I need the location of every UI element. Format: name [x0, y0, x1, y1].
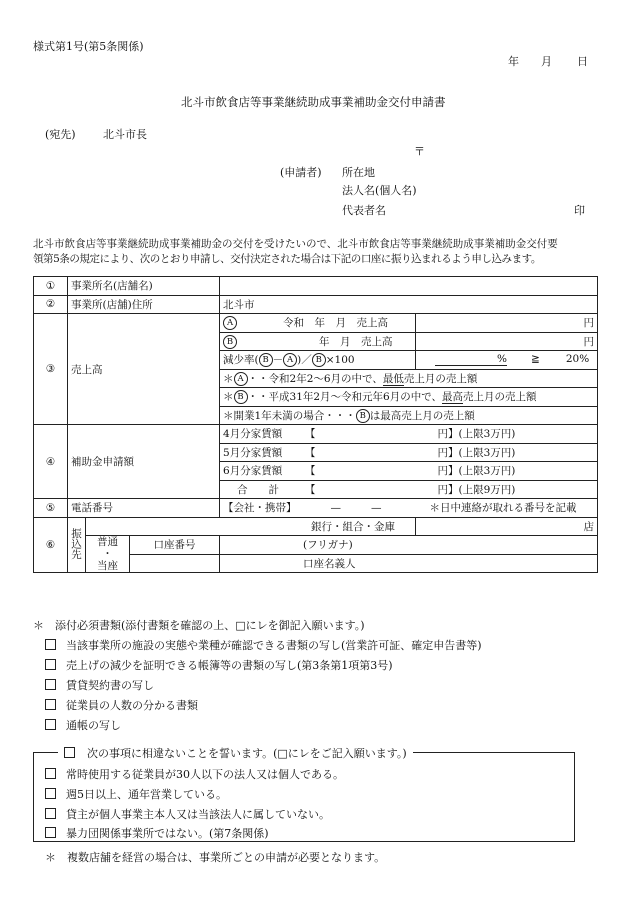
account-type-current: 当座	[97, 560, 118, 572]
attachment-item-3	[45, 677, 154, 693]
pledge-item-1	[45, 766, 344, 782]
threshold-value: 20%	[565, 353, 590, 366]
checkbox[interactable]	[45, 808, 56, 819]
note-b	[220, 388, 598, 407]
checkbox[interactable]	[45, 659, 56, 670]
dash-2: —	[371, 502, 382, 515]
bracket-open: 【	[305, 428, 316, 441]
row-sales-a	[34, 314, 598, 333]
rent-total-field[interactable]	[220, 480, 598, 499]
note-a	[220, 369, 598, 388]
gte-sign: ≧	[531, 353, 540, 366]
sales-a-text: 令和 年 月 売上高	[283, 317, 389, 330]
pledge-text: 週5日以上、通年営業している。	[66, 788, 227, 801]
rent-april-label: 4月分家賃額	[223, 428, 283, 441]
rent-april-field[interactable]	[220, 425, 598, 444]
account-type-ordinary: 普通	[97, 536, 118, 548]
pledge-heading-text: 次の事項に相違ないことを誓います。(□にレをご記入願います。)	[87, 747, 407, 760]
attachment-item-4	[45, 697, 198, 713]
branch-field[interactable]	[416, 517, 598, 536]
rent-total-label: 合 計	[237, 483, 280, 496]
note-c-tail: は最高売上月の売上額	[369, 409, 475, 422]
checkbox[interactable]	[45, 788, 56, 799]
attachments-heading: ＊ 添付必須書類(添付書類を確認の上、□にレを御記入願います。)	[33, 619, 365, 632]
row-1-label: 事業所名(店舗名)	[68, 277, 220, 296]
note-c-text: ＊開業1年未満の場合・・・	[223, 409, 356, 422]
pledge-text: 常時使用する従業員が30人以下の法人又は個人である。	[66, 768, 344, 781]
row-5-number: ⑤	[34, 499, 68, 518]
account-holder-field[interactable]	[220, 554, 598, 573]
pledge-text: 貸主が個人事業主本人又は当該法人に属していない。	[66, 808, 330, 821]
attachment-item-5	[45, 717, 121, 733]
pledge-text: 暴力団関係事業所ではない。(第7条関係)	[66, 827, 269, 840]
business-name-field[interactable]	[220, 277, 598, 296]
reduction-formula	[220, 351, 416, 370]
checkbox[interactable]	[45, 679, 56, 690]
account-number-label: 口座番号	[130, 536, 220, 555]
circle-a-icon: A	[234, 372, 248, 386]
circle-b-icon: B	[234, 390, 248, 404]
addressee-label: (宛先)	[45, 128, 76, 141]
checkbox[interactable]	[45, 639, 56, 650]
pledge-heading	[58, 745, 413, 761]
phone-field[interactable]	[220, 499, 598, 518]
attachment-item-2	[45, 657, 393, 673]
branch-suffix: 店	[583, 520, 595, 533]
sales-a-field[interactable]	[416, 314, 598, 333]
row-bank	[34, 517, 598, 536]
checkbox[interactable]	[45, 719, 56, 730]
attachment-text: 通帳の写し	[66, 719, 121, 732]
row-3-number: ③	[34, 314, 68, 425]
row-4-number: ④	[34, 425, 68, 499]
rent-april-cap: 円】(上限3万円)	[437, 428, 516, 441]
row-phone	[34, 499, 598, 518]
checkbox[interactable]	[45, 768, 56, 779]
pledge-item-3	[45, 806, 330, 822]
footnote: ＊ 複数店舗を経営の場合は、事業所ごとの申請が必要となります。	[45, 851, 386, 864]
date-month: 月	[541, 55, 552, 68]
row-5-label: 電話番号	[68, 499, 220, 518]
asterisk: ＊	[223, 391, 234, 404]
city-prefix: 北斗市	[223, 298, 255, 311]
row-rent-april	[34, 425, 598, 444]
rent-may-label: 5月分家賃額	[223, 446, 283, 459]
furigana-label: (フリガナ)	[303, 539, 353, 552]
checkbox[interactable]	[64, 747, 75, 758]
row-business-address	[34, 295, 598, 314]
checkbox[interactable]	[45, 827, 56, 838]
phone-note: ＊日中連絡が取れる番号を記載	[429, 502, 577, 515]
furigana-field[interactable]	[220, 536, 598, 555]
attachment-item-1	[45, 637, 482, 653]
attachment-text: 当該事業所の施設の実態や業種が確認できる書類の写し(営業許可証、確定申告書等)	[66, 639, 482, 652]
bracket-open: 【	[305, 483, 316, 496]
application-table	[33, 276, 598, 573]
circle-b-icon: B	[356, 409, 370, 423]
applicant-address: 所在地	[342, 166, 375, 179]
rent-june-cap: 円】(上限3万円)	[437, 465, 516, 478]
pledge-item-2	[45, 786, 227, 802]
applicant-corp-name: 法人名(個人名)	[342, 184, 417, 197]
note-a-emphasis: 最低	[382, 372, 404, 385]
note-c	[220, 406, 598, 425]
date-day: 日	[577, 55, 588, 68]
account-holder-label: 口座名義人	[303, 557, 356, 570]
row-account	[34, 536, 598, 555]
circle-a-icon: A	[283, 353, 297, 367]
yen-unit: 円	[583, 335, 595, 348]
sales-b-label	[220, 332, 416, 351]
divide-sign: )／	[297, 354, 312, 367]
transfer-label	[68, 517, 86, 573]
bracket-open: 【	[305, 446, 316, 459]
yen-unit: 円	[583, 317, 595, 330]
reduction-label: 減少率(	[223, 354, 259, 367]
circle-b-icon: B	[259, 353, 273, 367]
form-number: 様式第1号(第5条関係)	[33, 40, 144, 53]
date-year: 年	[508, 55, 519, 68]
account-type	[86, 536, 130, 573]
attachment-text: 従業員の人数の分かる書類	[66, 699, 198, 712]
bracket-open: 【	[305, 465, 316, 478]
rent-total-cap: 円】(上限9万円)	[437, 483, 516, 496]
note-a-tail: 売上月の売上額	[403, 372, 478, 385]
dash-1: —	[330, 502, 342, 515]
intro-line-1: 北斗市飲食店等事業継続助成事業補助金の交付を受けたいので、北斗市飲食店等事業継続助成事業補助金交付要	[33, 238, 558, 250]
sales-b-field[interactable]	[416, 332, 598, 351]
note-b-emphasis: 最高	[442, 391, 464, 404]
page-title: 北斗市飲食店等事業継続助成事業補助金交付申請書	[181, 95, 446, 109]
seal-mark: 印	[574, 204, 585, 217]
checkbox[interactable]	[45, 699, 56, 710]
minus-sign: －	[272, 354, 284, 367]
circle-b-icon: B	[223, 335, 237, 349]
account-number-field[interactable]	[130, 554, 220, 573]
applicant-label: (申請者)	[280, 166, 322, 179]
circle-a-icon: A	[223, 316, 237, 330]
row-1-number: ①	[34, 277, 68, 296]
rent-june-label: 6月分家賃額	[223, 465, 283, 478]
sales-a-label	[220, 314, 416, 333]
row-6-number: ⑥	[34, 517, 68, 573]
account-type-dot: ・	[102, 548, 113, 560]
intro-line-2: 領第5条の規定により、次のとおり申請し、交付決定された場合は下記の口座に振り込まれるよう申し込みます。	[33, 253, 541, 265]
times-100: ×100	[325, 354, 355, 367]
note-a-text: ・・令和2年2～6月の中で、	[247, 372, 383, 385]
transfer-label-text: 振込先	[70, 527, 82, 559]
rent-may-field[interactable]	[220, 443, 598, 462]
phone-type: 【会社・携帯】	[223, 502, 297, 515]
sales-b-text: 年 月 売上高	[319, 335, 393, 348]
reduction-rate-field[interactable]	[416, 351, 598, 370]
note-b-tail: 売上月の売上額	[463, 391, 537, 404]
row-4-label: 補助金申請額	[68, 425, 220, 499]
row-business-name	[34, 277, 598, 296]
asterisk: ＊	[223, 372, 234, 385]
rent-may-cap: 円】(上限3万円)	[437, 446, 516, 459]
row-2-label: 事業所(店舗)住所	[68, 295, 220, 314]
bank-name-field[interactable]	[86, 517, 416, 536]
row-2-number: ②	[34, 295, 68, 314]
attachment-text: 賃貸契約書の写し	[66, 679, 154, 692]
percent-unit: %	[435, 353, 507, 366]
applicant-representative: 代表者名	[342, 204, 386, 217]
business-address-field[interactable]	[220, 295, 598, 314]
circle-b-icon: B	[312, 353, 326, 367]
attachment-text: 売上げの減少を証明できる帳簿等の書類の写し(第3条第1項第3号)	[66, 659, 393, 672]
postal-mark: 〒	[414, 145, 425, 158]
rent-june-field[interactable]	[220, 462, 598, 481]
addressee-name: 北斗市長	[103, 128, 147, 141]
bank-type: 銀行・組合・金庫	[311, 520, 396, 533]
note-b-text: ・・平成31年2月～令和元年6月の中で、	[247, 391, 443, 404]
pledge-item-4	[45, 825, 269, 841]
row-3-label: 売上高	[68, 314, 220, 425]
